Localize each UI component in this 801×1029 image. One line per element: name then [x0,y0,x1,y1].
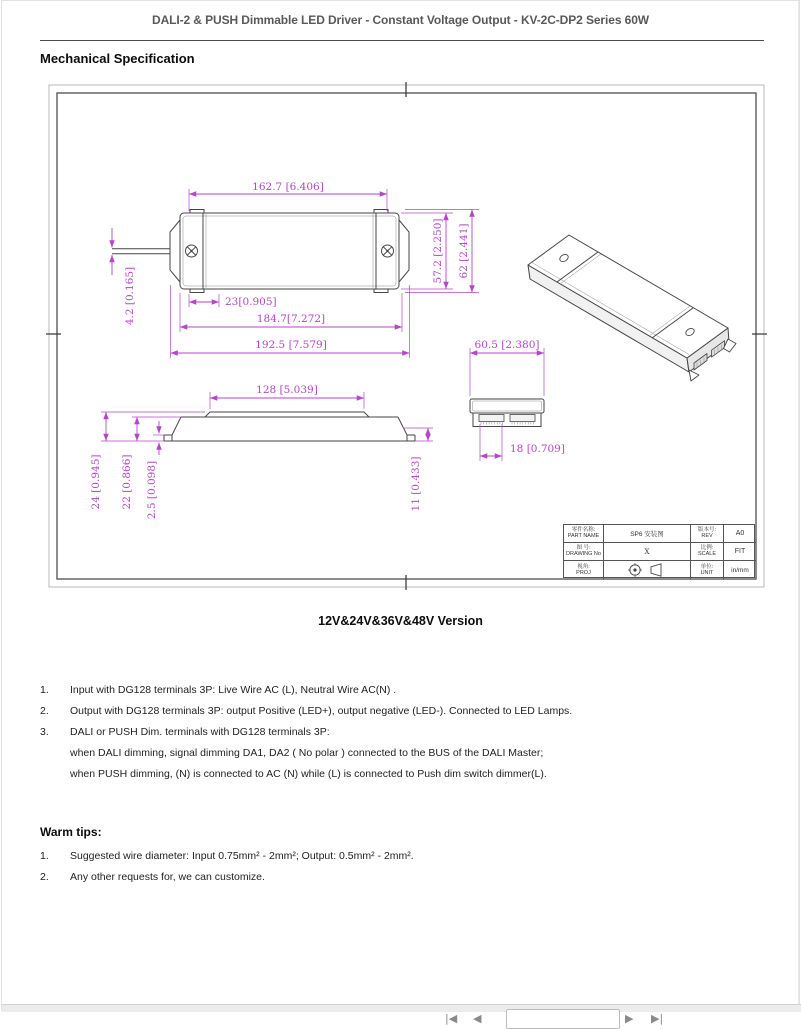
dim-terminal-width: 18 [0.709] [510,443,565,455]
note-item [2,701,762,722]
lid-profile [205,412,369,417]
previous-page-button[interactable]: ◀ [473,1008,481,1028]
part-name-value: SP6 安装图 [604,525,691,543]
scrollbar-track[interactable] [798,1,799,1004]
dim-end-height: 11 [0.433] [410,456,422,512]
top-view [112,181,479,358]
last-page-button[interactable]: ▶| [651,1008,663,1028]
section-title: Mechanical Specification [40,51,195,66]
page-number-input[interactable] [506,1009,620,1029]
note-text: DALI or PUSH Dim. terminals with DG128 terminals 3P: [70,726,330,738]
dim-mount-width: 184.7[7.272] [256,313,326,325]
dim-screw-offset: 23[0.905] [225,296,277,308]
notes-list [2,680,762,785]
unit-label: 单位: UNIT [691,561,724,579]
rev-value: A0 [724,525,756,543]
rev-label: 版本号: REV [691,525,724,543]
isometric-view [528,235,736,381]
dim-foot-height: 2.5 [0.098] [146,460,158,520]
enclosure-body-outline [180,213,399,289]
dim-end-width: 60.5 [2.380] [474,339,540,351]
warm-tips-list [2,846,762,888]
warm-tip-number: 2. [40,871,49,883]
warm-tip-item [2,846,762,867]
end-view [470,339,565,461]
dim-lid-length: 128 [5.039] [256,384,318,396]
note-text: Output with DG128 terminals 3P: output Positive (LED+), output negative (LED-). Connected to LED Lamps. [70,705,573,717]
unit-value: in/mm [731,566,749,574]
note-text: when PUSH dimming, (N) is connected to AC (N) while (L) is connected to Push dim switch dimmer(L). [70,768,547,780]
scale-value: FIT [724,543,756,561]
note-number: 1. [40,684,49,696]
note-item [2,680,762,701]
note-text: Input with DG128 terminals 3P: Live Wire AC (L), Neutral Wire AC(N) . [70,684,397,696]
dim-overall-width: 192.5 [7.579] [255,339,327,351]
warm-tip-number: 1. [40,850,49,862]
iso-clip [689,370,699,381]
screw-left-icon [186,245,198,257]
dim-overall-depth: 24 [0.945] [90,454,102,510]
first-page-button[interactable]: |◀ [445,1008,457,1028]
mounting-slot [112,249,170,254]
side-view [90,384,433,519]
note-number: 3. [40,726,49,738]
drawing-no-value: X [604,543,691,561]
drawing-no-label: 图 号: DRAWING No [564,543,604,561]
datasheet-page [1,0,800,1025]
pager-bar [2,1004,801,1025]
part-name-label: 零件名称: PART NAME [564,525,604,543]
title-block [563,524,755,578]
warm-tips-heading: Warm tips: [40,825,102,839]
scale-label: 比例: SCALE [691,543,724,561]
mounting-ear-left [170,220,180,282]
dim-body-height: 57.2 [2.250] [432,218,444,284]
note-number: 2. [40,705,49,717]
note-item-continuation [2,764,762,785]
dim-inner-width: 162.7 [6.406] [252,181,324,193]
mounting-ear-right [399,220,409,282]
note-item-continuation [2,743,762,764]
warm-tip-item [2,867,762,888]
warm-tip-text: Any other requests for, we can customize. [70,871,265,883]
note-item [2,722,762,743]
dim-overall-height: 62 [2.441] [458,223,470,279]
warm-tip-text: Suggested wire diameter: Input 0.75mm² - 2mm²; Output: 0.5mm² - 2mm². [70,850,414,862]
document-title: DALI-2 & PUSH Dimmable LED Driver - Constant Voltage Output - KV-2C-DP2 Series 60W [152,13,649,27]
note-text: when DALI dimming, signal dimming DA1, DA2 ( No polar ) connected to the BUS of the DALI Master; [70,747,544,759]
screw-right-icon [382,245,394,257]
next-page-button[interactable]: ▶ [625,1008,633,1028]
proj-label: 视角: PROJ [564,561,604,579]
version-caption: 12V&24V&36V&48V Version [318,614,483,628]
dim-slot-height: 4.2 [0.165] [124,266,136,326]
dim-body-depth: 22 [0.866] [121,454,133,510]
projection-symbol-icon [604,561,691,579]
